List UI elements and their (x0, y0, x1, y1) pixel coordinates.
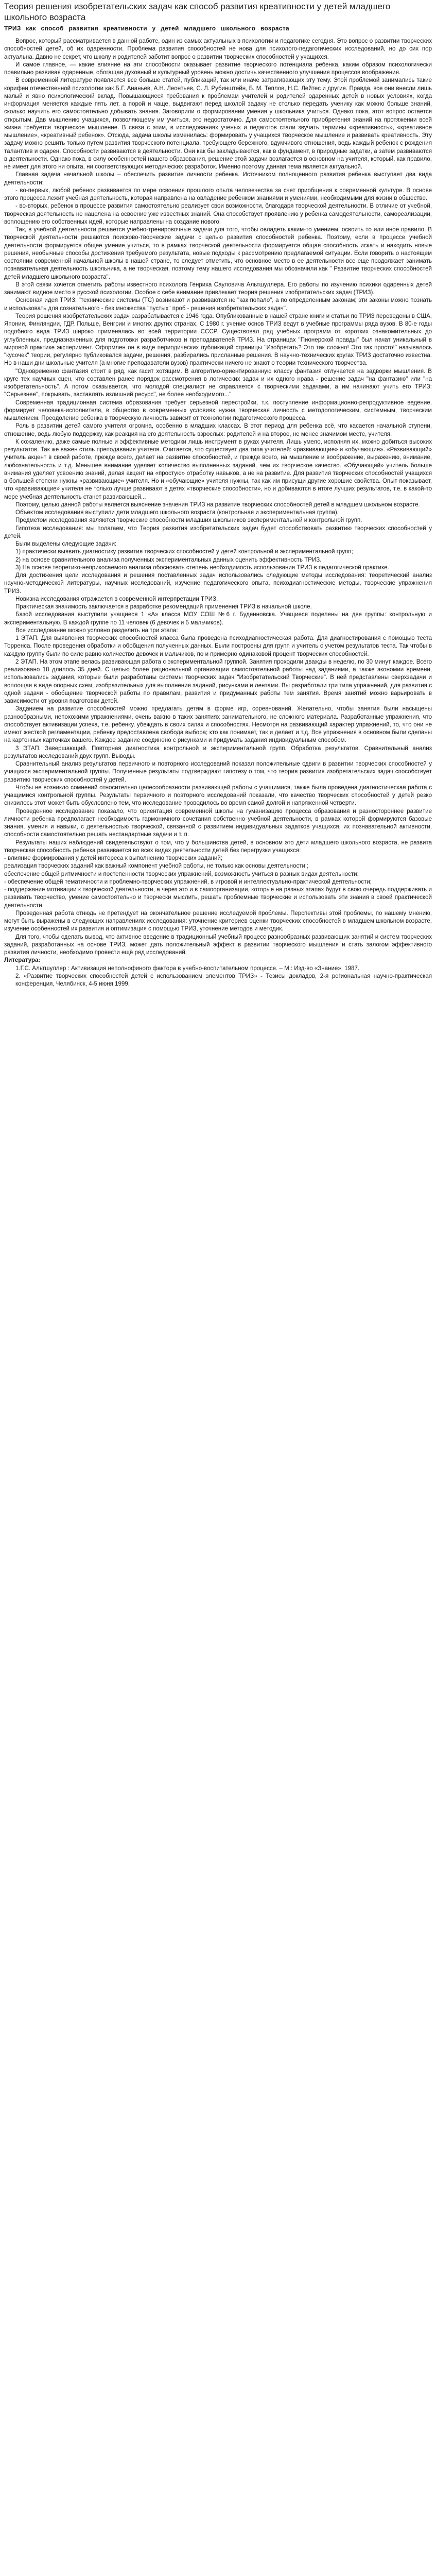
article-body (4, 38, 432, 988)
paragraph: реализация творческих заданий как важный компонент учебной работы, не только как основы деятельности ; (4, 863, 309, 870)
paragraph: Предметом исследования являются творческие способности младших школьников экспериментальной и контрольной групп. (15, 517, 362, 524)
paragraph: Вопрос, который рассматривается в данной работе, один из самых актуальных в психологии и педагогике сегодня. Это вопрос о развитии творческих способностей детей, об их одаренности. Проблема развития способностей не нова для психолого-педагогических исследований, но до сих пор актуальна. Давно не секрет, что школу и родителей заботит вопрос о развитии творческих способностей у учащихся. (4, 38, 432, 60)
article (0, 1, 436, 988)
paragraph: Базой исследования выступили учащиеся 1 «А» класса МОУ СОШ №6 г. Буденновска. Учащиеся поделены на две группы: контрольную и экспериментальную. В каждой группе по 11 человек (6 девочек и 5 мальчиков). (4, 612, 432, 626)
paragraph: 2) на основе сравнительного анализа полученных экспериментальных данных оценить эффективность ТРИЗ. (15, 556, 322, 563)
references-heading: Литература: (4, 957, 41, 964)
paragraph: Объектом исследования выступили дети младшего школьного возраста (контрольная и экспериментальная группа). (15, 510, 339, 516)
paragraph: Новизна исследования отражается в современной интерпретации ТРИЗ. (15, 596, 218, 602)
paragraph: Поэтому, целью данной работы является выяснение значения ТРИЗ на развитие творческих способностей детей в младшем школьном возрасте. (15, 501, 420, 508)
paragraph: Результаты наших наблюдений свидетельствуют о том, что у большинства детей, в основном это дети младшего школьного возраста, не развита творческая способность ребенка развивается во всех видах деятельности детей без перегрузки учащихся: (4, 839, 432, 854)
paragraph: Проведенное исследование показало, что ориентация современной школы на гуманизацию процесса образования и разностороннее развитие личности ребенка предполагает необходимость гармоничного сочетания собственно учебной деятельности, в рамках которой формируются базовые знания, умения и навыки, с деятельностью творческой, связанной с развитием индивидуальных задатков учащихся, их познавательной активности, способности самостоятельно решать нестандартные задачи и т. п. (4, 808, 432, 838)
article-subtitle: ТРИЗ как способ развития креативности у детей младшего школьного возраста (4, 25, 289, 32)
paragraph: В этой связи хочется отметить работы известного психолога Генриха Сауловича Альтшуллера. Его работы по изучению психики одаренных детей занимают видное место в русской психологии. Особое с себе внимание привлекает теория решения изобретательских задач (ТРИЗ). (4, 281, 432, 296)
paragraph: Сравнительный анализ результатов первичного и повторного исследований показал положительные сдвиги в развитии творческих способностей у учащихся экспериментальной группы. Полученные результаты подтверждают гипотезу о том, что теория развития изобретательских задач способствует развитию творческих способностей у детей. (4, 761, 432, 783)
paragraph: "Одновременно фантазия стоит в ряд, как гасит хотящим. В алгоритмо-ориентированную классу фантазия отлучается на задворки мышления. В круге тех научных сцен, что составлен ранее порядок рассмотрения в логических задач и их одного нрава - решение задач "на фантазию" или "на изобретательность". А потом оказывается, что молодой специалист не справляется с творческими задачами, а им начинают учить его ТРИЗ: "Серьезнее", покрывать, заставлять излишний ресурс", не более необходимого..." (4, 368, 432, 398)
reference-item: 2. «Развитие творческих способностей детей с использованием элементов ТРИЗ» - Тезисы докладов, 2-я региональная научно-практическая конференция, Челябинск, 4-5 июня 1999. (15, 973, 432, 987)
reference-item: 1.Г.С. Альтшуллер : Активизация неполнофиного фактора в учебно-воспитательном процессе. – М.: Изд-во «Знание», 1987. (15, 965, 360, 972)
page-title: Теория решения изобретательских задач как способ развития креативности у детей младшего школьного возраста (4, 2, 391, 22)
paragraph: Современная традиционная система образования требует серьезной перестройки, т.к. поступление информационно-репродуктивное ведение, формирует человека-исполнителя, в общество в современных условиях нужна творческая личность с методологическим, системным, творческим мышлением. Преодоление ребенка в творческую личность зависит от технологии педагогического процесса. (4, 399, 432, 421)
paragraph: Теория решения изобретательских задач разрабатывается с 1946 года. Опубликованные в нашей стране книги и статьи по ТРИЗ переведены в США, Японии, Финляндии, ГДР, Польше, Венгрии и многих других странах. С 1980 г. учение основ ТРИЗ ведут в учебные программы ряда вузов. В 80-е годы подобного вида ТРИЗ широко применялась во всей территории СССР. Существовал ряд учебных программ от коротких ознакомительных до углубленных, предназначенных для подготовки разработчиков и преподавателей ТРИЗ. На страницах "Пионерской правды" был начат уникальный в мировой практике эксперимент. Оформлен он в виде периодических публикаций страницы "Изобретать? Это так сложно! Это так просто!" называлось "кусочек" теории, регулярно публиковался задачи, решения, разбирались присланные решения. В научно-технических кругах ТРИЗ достаточно известна. Но в наши дни школьные учителя (а многие преподаватели вузов) практически ничего не знают о теории технического творчества. (4, 313, 432, 367)
paragraph: Проведенная работа отнюдь не претендует на окончательное решение исследуемой проблемы. Перспективы этой проблемы, по нашему мнению, могут быть выражены в следующих направлениях исследования: уточнение критериев оценки творческих способностей в младшем школьном возрасте, изучение особенностей их развития и оптимизация с помощью ТРИЗ, уточнение методов и методик. (4, 910, 432, 933)
paragraph: 1) практически выявить диагностику развития творческих способностей у детей контрольной и экспериментальной групп; (15, 549, 353, 555)
paragraph: К сожалению, даже самые полные и эффективные методики лишь инструмент в руках учителя. Лишь умело, исполняя их, можно добиться высоких результатов. Так же важен стиль преподавания учителя. Считается, что существует два типа учителей: «развивающие» и «обучающие». «Развивающий» учитель акцент в своей работе, прежде всего, делает на развитие способностей, и прежде всего, на мышление и воображение, выражению, внимание, любознательность и т.д. Меньшее внимание уделяет количество выполненных заданий, чем их творческое качество. «Обучающий» учитель больше внимания уделяет усвоению знаний, делая акцент на «простую» отработку навыков, а не на развитие. Для развития творческих способностей учащихся в большей степени нужны «развивающие» учителя. Но и «обучающие» учителя нужны, так как им присущи другие хорошие свойства. Опыт показывает, что «развивающие» учителя не только лучше развивают в детях «творческие способности», но и добиваются в итоге лучших результатов, т.е. в какой-то мере учебная деятельность станет развивающей... (4, 438, 432, 500)
paragraph: Чтобы не возникло сомнений относительно целесообразности развивающей работы с учащимися, также была проведена диагностическая работа с учащимися контрольной группы. Результаты первичного и повторного исследований показали, что качество творческих способностей у детей резко снизилось этот может быть обусловлено тем, что исследование проводилось во время самой долгой и напряженной четверти. (4, 784, 432, 807)
paragraph: - обеспечение общей тематичности и проблемно-творческих упражнений, в игровой и интеллектуально-практической деятельности; (4, 878, 372, 885)
paragraph: В современной литературе появляется все больше статей, публикаций, так или иначе затрагивающих эту тему. Этой проблемой занимались такие корифеи отечественной психологии как Б.Г. Ананьев, А.Н. Леонтьев, С. Л. Рубинштейн, Б. М. Теплов, Н.С. Лейтес и другие. Правда, все они внесли лишь малый и явно психологический вклад. Повышающиеся требования к проблемам учителей и родителей одаренных детей в новых условиях, когда информация меняется каждые пять лет, а порой и чаще, выдвигают перед школой задачу не столько передать ученику как можно больше знаний, сколько научить его самостоятельно добывать знания. Заговорили о формировании умения у школьника учиться. Однако пока, этот вопрос остается открытым. Дав мышлению учащихся, позволяющему им учиться, это недостаточно. Для самостоятельного приобретения знаний на протяжении всей жизни требуется творческое мышление. В связи с этим, в исследованиях ученых и педагогов стали звучать термины «креативность», «креативное мышление», «креативный ребенок». Отсюда, задача школы изменилась: формировать у учащихся творческое мышление и развивать креативность. Эту задачу можно решить только путем развития творческого потенциала, требующего бережного, вдумчивого отношения, ведь каждый ребенок с рождения талантлив и одарен. Способности развиваются в деятельности. Они как бы закладываются, как в фундамент, в природные задатки, а затем развиваются в деятельности. Однако пока, в силу особенностей нашего образования, решение этой задачи возлагается в основном на учителя, который, как правило, не имеет для этого ни опыта, ни соответствующих методических разработок. Именно поэтому данная тема является актуальной. (4, 77, 432, 170)
paragraph: 3) На основе теоретико-неприкосаемого анализа обосновать степень необходимость использования ТРИЗ в педагогической практике. (15, 564, 389, 571)
paragraph: Заданием на развитие способностей можно предлагать детям в форме игр, соревнований. Желательно, чтобы занятия были насыщены разнообразными, непохожими упражнениями, очень важно в таких занятиях занимательного, не сложного материала. Разработанные упражнения, что способствует активизации успеха, т.е. ребенку, убеждать в своих силах и способностях. Несмотря на развивающий характер упражнений, то, что они не имеют жесткой регламентации, ребенку предоставлена свобода выбора; кто как понимает, так и делает и т.д. Все упражнения в основном были сделаны на картонных карточках вашего. Каждое задание соединено с рисунками и придумать задания индивидуальным способом. (4, 706, 432, 744)
paragraph: Основная идея ТРИЗ: "технические системы (ТС) возникают и развиваются не "как попало", а по определенным законам; эти законы можно познать и использовать для сознательного - без множества "пустых" проб - решения изобретательских задач". (4, 297, 432, 312)
paragraph: - во-вторых, ребенок в процессе развития самостоятельно реализует свои возможности, благодаря творческой деятельности. В отличие от учебной, творческая деятельность не нацелена на освоение уже известных знаний. Она способствует проявлению у ребенка самодеятельности, самореализации, воплощению его собственных идей, которые направлены на создание нового. (4, 203, 432, 225)
paragraph: Главная задача начальной школы – обеспечить развитие личности ребенка. Источником полноценного развития ребенка выступает два вида деятельности: (4, 172, 432, 186)
paragraph: Были выделены следующие задачи: (15, 541, 117, 547)
paragraph: 1 ЭТАП. Для выявления творческих способностей класса была проведена психодиагностическая работа. Для диагностирования с помощью теста Торренса. После проведения обработки и обобщения полученных данных. Были построены для групп и учитель с учетом результатов теста. Так чтобы в каждую группу были по силе равно количество девочек и мальчиков, по и примерно одинаковой процент творческих способностей. (4, 635, 432, 657)
paragraph: Все исследование можно условно разделить на три этапа: (15, 627, 178, 634)
paragraph: Роль в развитии детей самого учителя огромна, особенно в младших классах. В этот период для ребенка всё, что касается начальной ступени, отношение, ведь любую поддержку, как реакция на его деятельность взрослых: родителей и на второе, не менее значимом месте, учителя. (4, 423, 432, 437)
paragraph: Так, в учебной деятельности решается учебно-тренировочные задачи для того, чтобы овладеть каким-то умением, освоить то или иное правило. В творческой деятельности решаются поисково-творческие задачи с целью развития способностей ребенка. Поэтому, если в процессе учебной деятельности формируется общее умение учиться, то в рамках творческой деятельности формируется общая способность искать и находить новые решения, необычные способы достижения требуемого результата, новые подходы к рассмотрению предлагаемой ситуации. Если говорить о настоящем состоянии современной начальной школы в нашей стране, то следует отметить, что основное место в ее деятельности все еще продолжает занимать познавательная деятельность школьника, а не творческая, поэтому тему нашего исследования мы обозначили как " Развитие творческих способностей детей младшего школьного возраста". (4, 227, 432, 280)
paragraph: 3 ЭТАП. Завершающий. Повторная диагностика контрольной и экспериментальной групп. Обработка результатов. Сравнительный анализ результатов исследований двух групп. Выводы. (4, 745, 432, 759)
paragraph: Практическая значимость заключается в разработке рекомендаций применения ТРИЗ в начальной школе. (15, 604, 312, 610)
paragraph: И самое главное, — какие влияние на эти способности оказывает развитие творческого потенциала ребенка, каким образом психологически правильно развивая одаренные, обогащая духовный и культурный уровень можно достичь качественного улучшения процессов воображения. (4, 61, 432, 76)
paragraph: Для достижения цели исследования и решения поставленных задач использовались следующие методы исследования: теоретический анализ научно-методической литературы, научных исследований, изучение педагогического опыта, психодиагностические методы, творческие упражнения ТРИЗ. (4, 572, 432, 595)
paragraph: обеспечение общей ритмичности и постепенности творческих упражнений, возможность учиться в разных видах деятельности; (4, 871, 359, 877)
paragraph: 2 ЭТАП. На этом этапе велась развивающая работа с экспериментальной группой. Занятия проходили дважды в неделю, по 30 минут каждое. Всего реализовано 18 длилось 35 дней. С целью более рациональной организации самостоятельной работы над заданиями, а также экономии времени, использовались задания, которые были разработаны системы творческих задач "Изобретательский Творческие". В ней представлены сверхзадачи и воплощая в виде опорных схем, изобразительных для выполнения заданий, рисунками и лентами. Вы разработали три типа упражнений, для развития с одной задачи - обобщение творческой работы по правилам, развития и придуманных работы тем занятия. Время занятий можно варьировать в зависимости от уровня подготовки детей. (4, 658, 432, 704)
paragraph: Для того, чтобы сделать вывод, что активное введение в традиционный учебный процесс разнообразных развивающих занятий и систем творческих заданий, разработанных на основе ТРИЗ, может дать положительный эффект в развитии творческого мышления и стать залогом эффективного развития личности, необходимо провести ещё ряд исследований. (4, 934, 432, 956)
paragraph: Гипотеза исследования: мы полагаем, что Теория развития изобретательских задач будет способствовать развитию творческих способностей у детей. (4, 525, 432, 539)
paragraph: - влияние формирования у детей интереса к выполнению творческих заданий; (4, 855, 223, 861)
paragraph: - во-первых, любой ребенок развивается по мере освоения прошлого опыта человечества за счет приобщения к современной культуре. В основе этого процесса лежит учебная деятельность, которая направлена на овладение ребенком знаниями и умениями, необходимыми для жизни в обществе. (4, 187, 432, 201)
paragraph: - поддержание мотивации к творческой деятельности, а через это и в самоорганизации, которые на разных этапах будут в свою очередь поддерживать и развивать творчество, умение самостоятельно и творчески мыслить, решать проблемные творческие и использовать эти знания в своей практической деятельности. (4, 887, 432, 909)
